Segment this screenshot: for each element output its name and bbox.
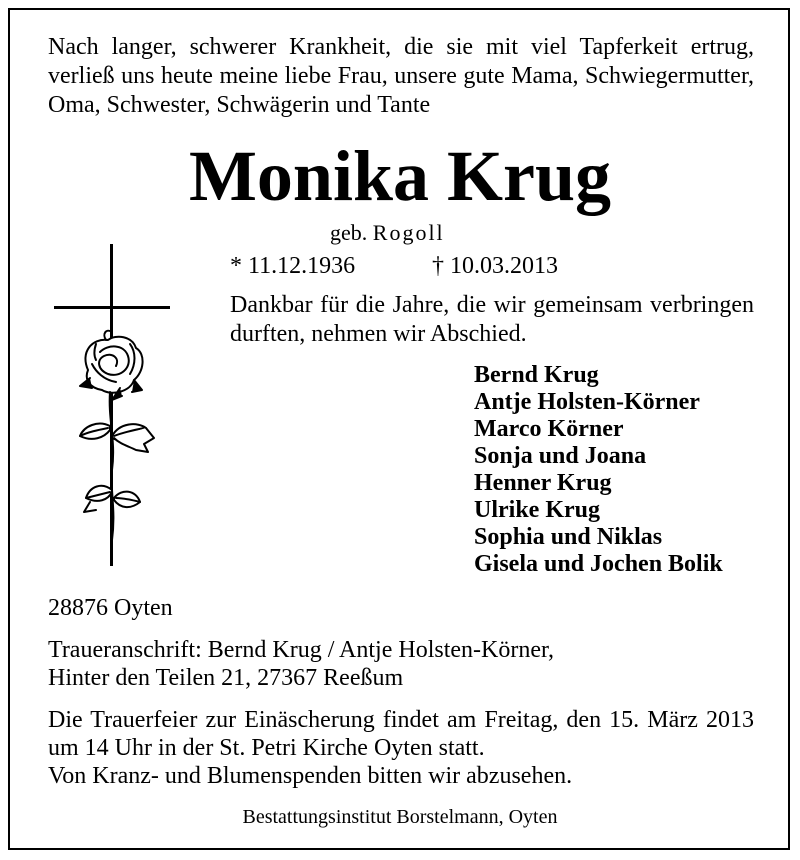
birth-date: * 11.12.1936 xyxy=(230,253,356,279)
ceremony-paragraph: Die Trauerfeier zur Einäscherung findet am Freitag, den 15. März 2013 um 14 Uhr in der St. Petri Kirche Oyten statt. xyxy=(48,707,754,761)
flowers-note: Von Kranz- und Blumenspenden bitten wir abzusehen. xyxy=(48,763,573,789)
maiden-name xyxy=(330,220,445,246)
mourner-name: Antje Holsten-Körner xyxy=(474,389,700,415)
funeral-home-name: Bestattungsinstitut Borstelmann, Oyten xyxy=(242,806,558,828)
mourner-name: Ulrike Krug xyxy=(474,497,600,523)
mourner-name: Marco Körner xyxy=(474,416,624,442)
mourner-list xyxy=(474,362,723,578)
mourner-name: Sophia und Niklas xyxy=(474,524,663,550)
cross-icon xyxy=(54,244,170,566)
location-text: 28876 Oyten xyxy=(48,595,173,621)
death-date: † 10.03.2013 xyxy=(432,253,558,279)
mourner-name: Sonja und Joana xyxy=(474,443,647,469)
rose-icon xyxy=(80,331,154,540)
mourner-name: Henner Krug xyxy=(474,470,612,496)
maiden-name-prefix: geb. xyxy=(330,220,368,245)
deceased-name: Monika Krug xyxy=(188,136,612,216)
mourner-name: Gisela und Jochen Bolik xyxy=(474,551,723,577)
address-line: Hinter den Teilen 21, 27367 Reeßum xyxy=(48,665,404,691)
thanks-text: Dankbar für die Jahre, die wir gemeinsam verbringen durften, nehmen wir Abschied. xyxy=(230,292,754,347)
intro-text: Nach langer, schwerer Krankheit, die sie mit viel Tapferkeit ertrug, verließ uns heute meine liebe Frau, unsere gute Mama, Schwiegermutter, Oma, Schwester, Schwägerin und Tante xyxy=(48,34,754,118)
address-line: Traueranschrift: Bernd Krug / Antje Holsten-Körner, xyxy=(48,637,555,663)
ceremony-text xyxy=(48,706,754,762)
mourner-name: Bernd Krug xyxy=(474,362,599,388)
maiden-name-surname: Rogoll xyxy=(372,220,445,245)
mourning-address xyxy=(48,636,754,692)
cross-with-rose-emblem xyxy=(50,240,180,570)
